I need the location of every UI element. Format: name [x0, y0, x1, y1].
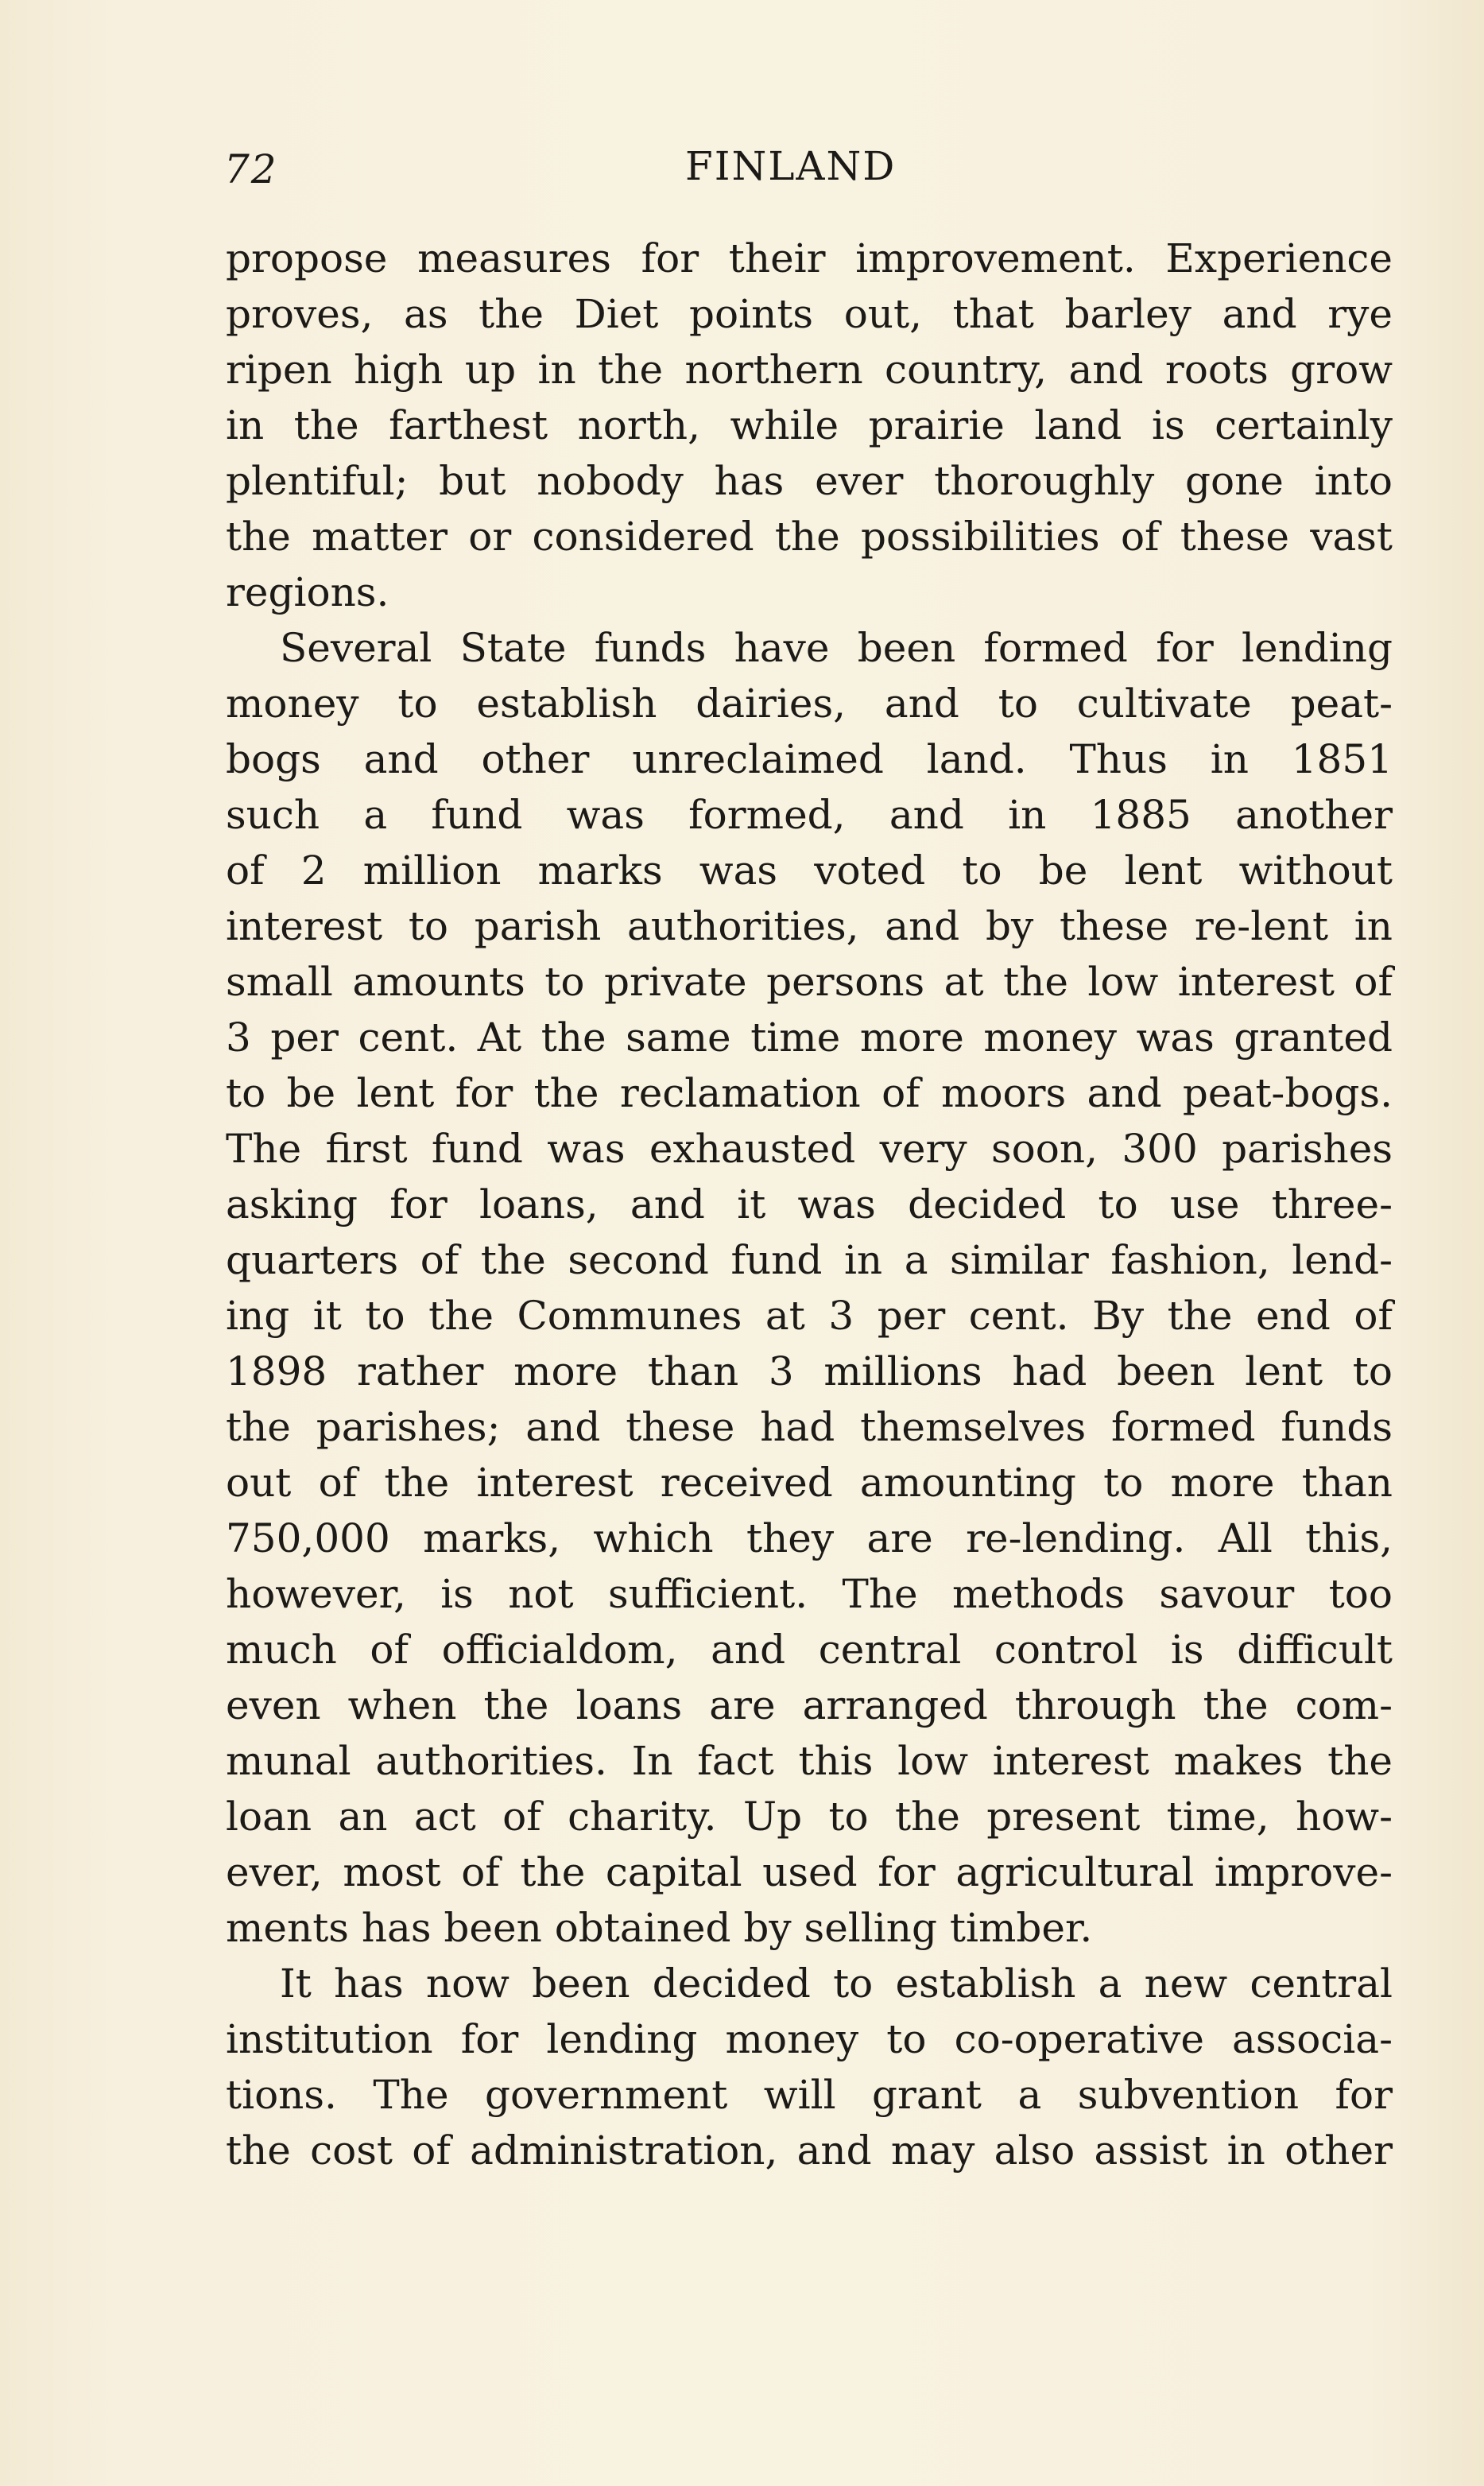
text-line: Several State funds have been formed for lending [280, 625, 1393, 671]
text-line: in the farthest north, while prairie land is certainly [226, 402, 1393, 448]
text-line: regions. [226, 569, 389, 615]
text-line: ever, most of the capital used for agricultural improve- [226, 1849, 1393, 1895]
text-line: propose measures for their improvement. Experience [226, 235, 1393, 281]
page-header [224, 137, 1393, 200]
text-line: ripen high up in the northern country, and roots grow [226, 347, 1393, 393]
text-line: bogs and other unreclaimed land. Thus in 1851 [226, 736, 1393, 782]
text-line: the cost of administration, and may also assist in other [226, 2127, 1393, 2174]
text-line: munal authorities. In fact this low interest makes the [226, 1738, 1393, 1784]
text-line: interest to parish authorities, and by these re-lent in [226, 903, 1393, 949]
text-line: to be lent for the reclamation of moors and peat-bogs. [226, 1070, 1393, 1116]
text-line: the parishes; and these had themselves formed funds [226, 1404, 1393, 1450]
text-line: ing it to the Communes at 3 per cent. By the end of [226, 1293, 1393, 1339]
text-line: much of officialdom, and central control is difficult [226, 1627, 1393, 1673]
text-line: small amounts to private persons at the low interest of [226, 959, 1393, 1005]
text-line: 3 per cent. At the same time more money was granted [226, 1014, 1393, 1061]
text-line: however, is not sufficient. The methods savour too [226, 1571, 1393, 1617]
text-line: the matter or considered the possibilities of these vast [226, 514, 1393, 560]
running-title: FINLAND [685, 143, 897, 189]
text-line: such a fund was formed, and in 1885 another [226, 792, 1393, 838]
text-line: proves, as the Diet points out, that barley and rye [226, 291, 1393, 337]
text-line: money to establish dairies, and to cultivate peat- [226, 681, 1393, 727]
text-line: loan an act of charity. Up to the present time, how- [226, 1794, 1393, 1840]
text-line: asking for loans, and it was decided to use three- [226, 1181, 1393, 1227]
text-line: It has now been decided to establish a new central [280, 1960, 1393, 2007]
text-line: 750,000 marks, which they are re-lending. All this, [226, 1515, 1393, 1561]
text-line: ments has been obtained by selling timber. [226, 1905, 1093, 1951]
text-line: 1898 rather more than 3 millions had been lent to [226, 1348, 1393, 1394]
text-line: even when the loans are arranged through the com- [226, 1682, 1393, 1728]
text-line: institution for lending money to co-operative associa- [226, 2016, 1393, 2062]
text-line: quarters of the second fund in a similar fashion, lend- [226, 1237, 1393, 1283]
page-number: 72 [224, 146, 278, 192]
text-line: of 2 million marks was voted to be lent without [226, 847, 1393, 894]
text-line: plentiful; but nobody has ever thoroughly gone into [226, 458, 1393, 504]
text-line: out of the interest received amounting to more than [226, 1460, 1393, 1506]
text-line: The first fund was exhausted very soon, 300 parishes [226, 1126, 1393, 1172]
text-line: tions. The government will grant a subvention for [226, 2072, 1393, 2118]
body-text [226, 231, 1393, 2178]
